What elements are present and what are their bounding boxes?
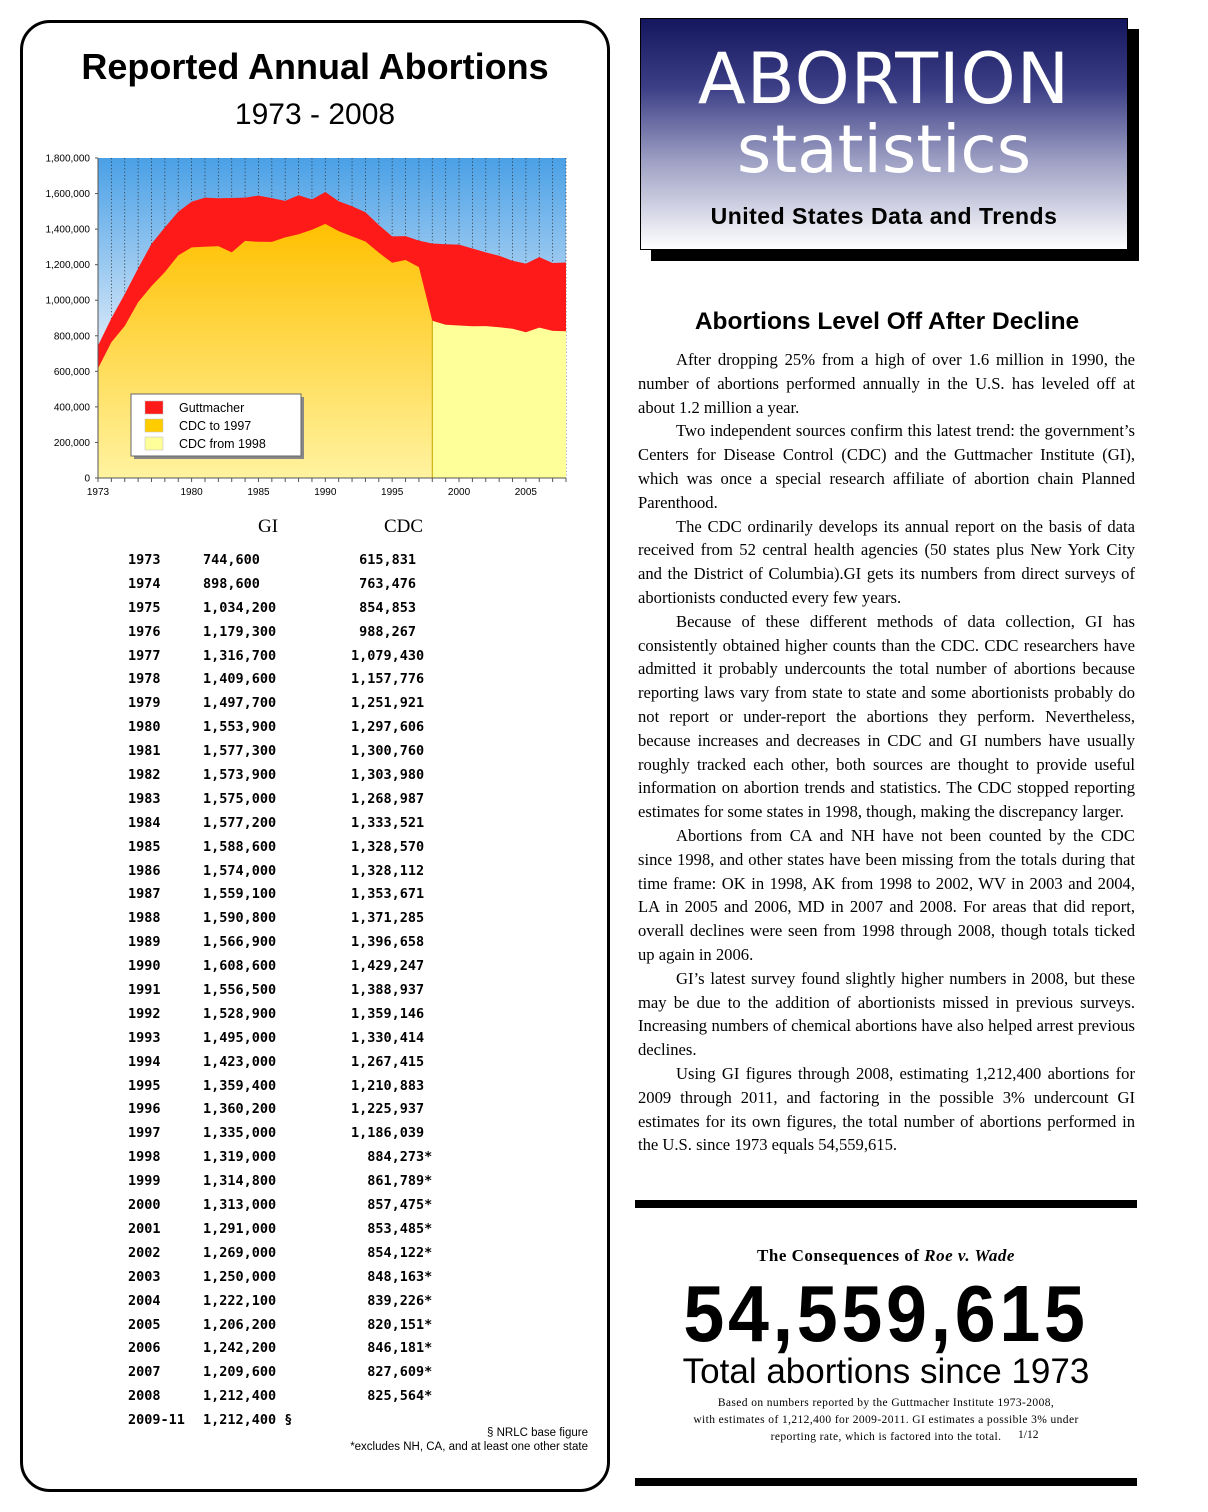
row-gi-value: 1,360,200	[203, 1101, 277, 1118]
row-year: 2001	[128, 1220, 161, 1237]
row-gi-value: 1,588,600	[203, 838, 277, 855]
x-tick-label: 2000	[447, 487, 471, 498]
row-year: 2002	[128, 1244, 161, 1261]
footnote-excludes: *excludes NH, CA, and at least one other state	[350, 1441, 588, 1453]
row-cdc-value: 1,186,039	[351, 1125, 425, 1142]
row-cdc-value: 1,396,658	[351, 934, 425, 951]
consequences-label	[636, 1246, 1136, 1266]
y-tick-label: 800,000	[53, 331, 90, 343]
table-row	[128, 1030, 468, 1054]
x-tick-label: 2005	[514, 487, 538, 498]
row-year: 1984	[128, 814, 161, 831]
legend-swatch	[145, 401, 163, 414]
row-cdc-value: 1,429,247	[351, 958, 425, 975]
table-row	[128, 1101, 468, 1125]
table-row	[128, 767, 468, 791]
row-gi-value: 1,034,200	[203, 599, 277, 616]
row-gi-value: 898,600	[203, 575, 260, 592]
column-header-cdc: CDC	[384, 516, 424, 537]
consequences-text: The Consequences of	[757, 1246, 925, 1265]
row-gi-value: 1,314,800	[203, 1173, 277, 1190]
total-abortions-label: Total abortions since 1973	[682, 1352, 1090, 1391]
y-tick-label: 200,000	[53, 437, 90, 449]
row-year: 1981	[128, 743, 161, 760]
y-tick-label: 0	[84, 473, 90, 485]
row-gi-value: 1,250,000	[203, 1268, 277, 1285]
row-cdc-value: 848,163*	[351, 1268, 433, 1285]
row-year: 1992	[128, 1005, 161, 1022]
row-gi-value: 1,319,000	[203, 1149, 277, 1166]
row-year: 1975	[128, 599, 161, 616]
row-gi-value: 1,179,300	[203, 623, 277, 640]
row-year: 1973	[128, 552, 161, 568]
row-gi-value: 1,423,000	[203, 1053, 277, 1070]
row-year: 2008	[128, 1388, 161, 1405]
x-tick-label: 1990	[314, 487, 337, 498]
row-cdc-value: 1,359,146	[351, 1005, 425, 1022]
row-gi-value: 1,559,100	[203, 886, 277, 903]
row-gi-value: 744,600	[203, 552, 260, 568]
table-row	[128, 624, 468, 648]
row-year: 1982	[128, 767, 161, 784]
table-row	[128, 648, 468, 672]
header-word-statistics: statistics	[736, 111, 1032, 188]
table-row	[128, 1125, 468, 1149]
row-gi-value: 1,206,200	[203, 1316, 277, 1333]
x-tick-label: 1995	[381, 487, 404, 498]
table-row	[128, 982, 468, 1006]
row-gi-value: 1,575,000	[203, 790, 277, 807]
row-year: 1974	[128, 575, 161, 592]
table-row	[128, 1173, 468, 1197]
row-gi-value: 1,556,500	[203, 982, 277, 999]
row-gi-value: 1,313,000	[203, 1197, 277, 1214]
table-row	[128, 576, 468, 600]
y-tick-label: 1,600,000	[45, 189, 90, 201]
row-year: 1997	[128, 1125, 161, 1142]
row-gi-value: 1,409,600	[203, 671, 277, 688]
row-cdc-value: 1,297,606	[351, 719, 425, 736]
row-cdc-value: 846,181*	[351, 1340, 433, 1357]
row-cdc-value: 1,328,112	[351, 862, 425, 879]
row-cdc-value: 1,303,980	[351, 767, 425, 784]
table-row	[128, 815, 468, 839]
row-cdc-value: 861,789*	[351, 1173, 433, 1190]
row-year: 1998	[128, 1149, 161, 1166]
row-cdc-value: 820,151*	[351, 1316, 433, 1333]
x-tick-label: 1980	[180, 487, 203, 498]
row-year: 1985	[128, 838, 161, 855]
row-cdc-value: 1,300,760	[351, 743, 425, 760]
y-tick-label: 1,800,000	[45, 153, 90, 165]
legend-label: CDC from 1998	[179, 437, 266, 451]
row-cdc-value: 854,853	[351, 599, 417, 616]
row-year: 2004	[128, 1292, 161, 1309]
legend-label: CDC to 1997	[179, 419, 252, 433]
row-gi-value: 1,573,900	[203, 767, 277, 784]
row-cdc-value: 1,210,883	[351, 1077, 425, 1094]
row-year: 2006	[128, 1340, 161, 1357]
table-row	[128, 1340, 468, 1364]
row-cdc-value: 1,330,414	[351, 1029, 425, 1046]
row-year: 1979	[128, 695, 161, 712]
chart-subtitle: 1973 - 2008	[234, 98, 396, 131]
table-row	[128, 600, 468, 624]
row-year: 1993	[128, 1029, 161, 1046]
table-row	[128, 743, 468, 767]
legend-swatch	[145, 419, 163, 432]
y-tick-label: 400,000	[53, 402, 90, 414]
row-cdc-value: 1,268,987	[351, 790, 425, 807]
row-year: 1983	[128, 790, 161, 807]
row-year: 1988	[128, 910, 161, 927]
header-banner	[640, 18, 1128, 250]
row-cdc-value: 854,122*	[351, 1244, 433, 1261]
source-note-line: Based on numbers reported by the Guttmacher Institute 1973-2008,	[717, 1397, 1055, 1409]
table-row	[128, 1364, 468, 1388]
table-row	[128, 1388, 468, 1412]
table-row	[128, 1269, 468, 1293]
row-year: 2000	[128, 1197, 161, 1214]
source-note	[640, 1395, 1132, 1446]
area-chart	[30, 148, 580, 508]
row-year: 1994	[128, 1053, 161, 1070]
row-gi-value: 1,316,700	[203, 647, 277, 664]
row-year: 1986	[128, 862, 161, 879]
row-cdc-value: 1,333,521	[351, 814, 425, 831]
row-gi-value: 1,269,000	[203, 1244, 277, 1261]
y-tick-label: 1,400,000	[45, 224, 90, 236]
row-gi-value: 1,577,200	[203, 814, 277, 831]
column-header-gi: GI	[258, 516, 279, 537]
row-year: 1990	[128, 958, 161, 975]
total-abortions-number: 54,559,615	[683, 1269, 1089, 1358]
row-cdc-value: 853,485*	[351, 1220, 433, 1237]
divider-top	[635, 1200, 1137, 1208]
row-gi-value: 1,574,000	[203, 862, 277, 879]
table-row	[128, 863, 468, 887]
row-year: 1977	[128, 647, 161, 664]
row-cdc-value: 1,388,937	[351, 982, 425, 999]
row-gi-value: 1,291,000	[203, 1220, 277, 1237]
case-name: Roe v. Wade	[924, 1246, 1015, 1265]
row-cdc-value: 615,831	[351, 552, 417, 568]
row-year: 1978	[128, 671, 161, 688]
row-year: 2003	[128, 1268, 161, 1285]
article-paragraph: Using GI figures through 2008, estimating 1,212,400 abortions for 2009 through 2011, and factoring in the possible 3% undercount GI estimates for its own figures, the total number of abortions performed in the U.S. since 1973 equals 54,559,615.	[638, 1063, 1135, 1155]
table-row	[128, 958, 468, 982]
row-gi-value: 1,222,100	[203, 1292, 277, 1309]
row-year: 2005	[128, 1316, 161, 1333]
row-cdc-value: 1,225,937	[351, 1101, 425, 1118]
table-row	[128, 1149, 468, 1173]
row-year: 2009-11	[128, 1412, 185, 1429]
x-tick-label: 1985	[247, 487, 270, 498]
table-row	[128, 552, 468, 576]
row-cdc-value: 988,267	[351, 623, 417, 640]
source-note-line: with estimates of 1,212,400 for 2009-2011. GI estimates a possible 3% under	[693, 1414, 1079, 1426]
footnote-base: § NRLC base figure	[487, 1427, 588, 1439]
header-subtitle: United States Data and Trends	[710, 203, 1058, 229]
legend-swatch	[145, 437, 163, 450]
row-gi-value: 1,242,200	[203, 1340, 277, 1357]
row-cdc-value: 884,273*	[351, 1149, 433, 1166]
table-row	[128, 934, 468, 958]
header-word-abortion: ABORTION	[697, 38, 1071, 120]
table-row	[128, 886, 468, 910]
table-row	[128, 839, 468, 863]
row-gi-value: 1,566,900	[203, 934, 277, 951]
series-cdc-from-1998-area	[432, 321, 566, 478]
table-row	[128, 791, 468, 815]
row-cdc-value: 1,371,285	[351, 910, 425, 927]
y-tick-label: 1,200,000	[45, 260, 90, 272]
divider-bottom	[635, 1478, 1137, 1486]
article-paragraph: The CDC ordinarily develops its annual report on the basis of data received from 52 central health agencies (50 states plus New York City and the District of Columbia).GI gets its numbers from direct surveys of abortionists conducted every few years.	[638, 516, 1135, 607]
y-tick-label: 1,000,000	[45, 295, 90, 307]
row-year: 1987	[128, 886, 161, 903]
row-gi-value: 1,497,700	[203, 695, 277, 712]
row-gi-value: 1,335,000	[203, 1125, 277, 1142]
table-row	[128, 1293, 468, 1317]
footnotes	[350, 1426, 588, 1454]
row-year: 2007	[128, 1364, 161, 1381]
date-code: 1/12	[1018, 1429, 1039, 1441]
row-cdc-value: 1,267,415	[351, 1053, 425, 1070]
row-gi-value: 1,209,600	[203, 1364, 277, 1381]
row-cdc-value: 827,609*	[351, 1364, 433, 1381]
row-cdc-value: 1,079,430	[351, 647, 425, 664]
row-cdc-value: 1,251,921	[351, 695, 425, 712]
row-year: 1980	[128, 719, 161, 736]
row-cdc-value: 825,564*	[351, 1388, 433, 1405]
row-year: 1976	[128, 623, 161, 640]
row-gi-value: 1,495,000	[203, 1029, 277, 1046]
table-row	[128, 1078, 468, 1102]
article-title: Abortions Level Off After Decline	[694, 308, 1080, 335]
legend-label: Guttmacher	[179, 401, 245, 415]
row-year: 1989	[128, 934, 161, 951]
table-row	[128, 1054, 468, 1078]
table-row	[128, 1245, 468, 1269]
article-paragraph: After dropping 25% from a high of over 1.6 million in 1990, the number of abortions performed annually in the U.S. has leveled off at about 1.2 million a year.	[638, 350, 1135, 417]
row-cdc-value: 839,226*	[351, 1292, 433, 1309]
row-cdc-value: 1,353,671	[351, 886, 425, 903]
row-cdc-value: 1,157,776	[351, 671, 425, 688]
table-row	[128, 1006, 468, 1030]
row-cdc-value: 857,475*	[351, 1197, 433, 1214]
row-gi-value: 1,553,900	[203, 719, 277, 736]
row-gi-value: 1,590,800	[203, 910, 277, 927]
table-row	[128, 719, 468, 743]
row-year: 1999	[128, 1173, 161, 1190]
table-row	[128, 671, 468, 695]
row-gi-value: 1,608,600	[203, 958, 277, 975]
row-year: 1991	[128, 982, 161, 999]
row-gi-value: 1,577,300	[203, 743, 277, 760]
article-paragraph: Two independent sources confirm this latest trend: the government’s Centers for Disease Control (CDC) and the Guttmacher Institute (GI), which was once a special research affiliate of abortion chain Planned Parenthood.	[638, 421, 1135, 512]
table-row	[128, 1197, 468, 1221]
article-paragraph: Because of these different methods of data collection, GI has consistently obtained higher counts than the CDC. CDC researchers have admitted it probably undercounts the total number of abortions because reporting laws vary from state to state and some abortionists probably do not report or under-report the abortions they perform. Nevertheless, because increases and decreases in CDC and GI numbers have usually roughly tracked each other, both sources are thought to provide useful information on abortion trends and statistics. The CDC stopped reporting estimates for some states in 1998, though, making the discrepancy larger.	[638, 611, 1135, 822]
y-tick-label: 600,000	[53, 366, 90, 378]
row-cdc-value: 763,476	[351, 575, 417, 592]
row-gi-value: 1,359,400	[203, 1077, 277, 1094]
row-cdc-value: 1,328,570	[351, 838, 425, 855]
article-body	[638, 348, 1135, 1157]
row-year: 1996	[128, 1101, 161, 1118]
source-note-line: reporting rate, which is factored into the total.	[770, 1431, 1002, 1443]
chart-title: Reported Annual Abortions	[81, 46, 549, 87]
chart-title-block	[20, 0, 610, 150]
row-gi-value: 1,212,400 §	[203, 1412, 293, 1429]
table-row	[128, 1317, 468, 1341]
row-gi-value: 1,528,900	[203, 1005, 277, 1022]
article-paragraph: GI’s latest survey found slightly higher numbers in 2008, but these may be due to the addition of abortionists missed in previous surveys. Increasing numbers of chemical abortions have also helped arrest previous declines.	[638, 968, 1135, 1060]
table-row	[128, 910, 468, 934]
row-gi-value: 1,212,400	[203, 1388, 277, 1405]
row-year: 1995	[128, 1077, 161, 1094]
data-table	[128, 552, 468, 1436]
x-tick-label: 1973	[86, 487, 110, 498]
article-paragraph: Abortions from CA and NH have not been counted by the CDC since 1998, and other states have been missing from the totals during that time frame: OK in 1998, AK from 1998 to 2002, WV in 2003 and 2004, LA in 2005 and 2006, MD in 2007 and 2008. For areas that did report, overall declines were seen from 1998 through 2008, though totals ticked up again in 2006.	[638, 825, 1135, 964]
table-row	[128, 695, 468, 719]
table-row	[128, 1221, 468, 1245]
